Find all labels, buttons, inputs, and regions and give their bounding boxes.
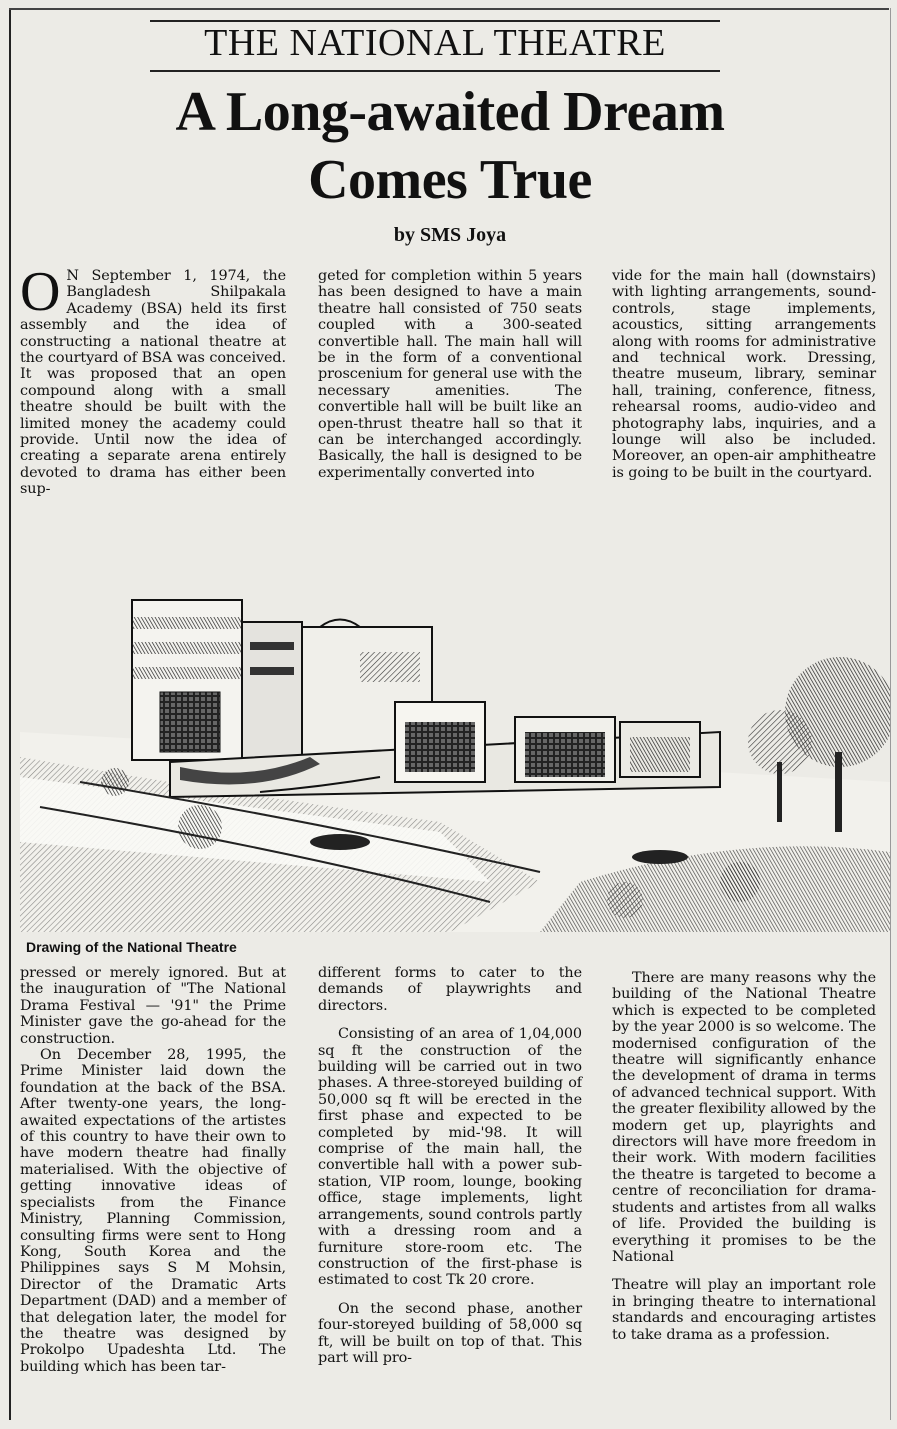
headline-line-1: A Long-awaited Dream bbox=[175, 81, 725, 143]
byline: by SMS Joya bbox=[393, 224, 507, 246]
bottom-column-3-paragraph-1: There are many reasons why the building of the National Theatre which is expected to be completed by the year 2000 is so welcome. The modernised configuration of the theatre will significantly enhance the development of drama in terms of advanced technical support. With the greater flexibility allowed by the modern get up, playrights and directors will have more freedom in their work. With modern facilities the theatre is targeted to become a centre of reconciliation for drama-students and artistes from all walks of life. Provided the building is everything it promises to be the National bbox=[612, 970, 876, 1265]
top-column-3-text: vide for the main hall (downstairs) with lighting arrangements, sound-controls, stage implements, acoustics, sitting arrangements along with rooms for administrative and technical work. Dressing, theatre museum, library, seminar hall, training, conference, fitness, rehearsal rooms, audio-video and photography labs, inquiries, and a lounge will also be included. Moreover, an open-air amphitheatre is going to be built in the courtyard. bbox=[612, 268, 876, 481]
bottom-column-2-paragraph-1: different forms to cater to the demands of playwrights and directors. bbox=[318, 965, 582, 1014]
kicker-rule-bottom bbox=[150, 70, 720, 72]
bottom-column-1-paragraph-1: pressed or merely ignored. But at the inauguration of "The National Drama Festival — '91" the Prime Minister gave the go-ahead for the construction. bbox=[20, 965, 286, 1047]
top-column-2 bbox=[318, 268, 582, 481]
top-column-2-text: geted for completion within 5 years has been designed to have a main theatre hall consisted of 750 seats coupled with a 300-seated convertible hall. The main hall will be in the form of a conventional proscenium for general use with the necessary amenities. The convertible hall will be built like an open-thrust theatre hall so that it can be interchanged accordingly. Basically, the hall is designed to be experimentally converted into bbox=[318, 268, 582, 481]
page-border-left bbox=[9, 8, 11, 1420]
national-theatre-drawing bbox=[20, 582, 890, 932]
bottom-column-3 bbox=[612, 970, 876, 1343]
page-border-top bbox=[9, 8, 889, 10]
headline bbox=[20, 78, 880, 214]
page-border-right bbox=[890, 8, 891, 1420]
headline-line-2: Comes True bbox=[308, 149, 592, 211]
bottom-column-2-paragraph-3: On the second phase, another four-storeyed building of 58,000 sq ft, will be built on top of that. This part will pro- bbox=[318, 1300, 582, 1366]
bottom-column-2-paragraph-2: Consisting of an area of 1,04,000 sq ft the construction of the building will be carried out in two phases. A three-storeyed building of 50,000 sq ft will be erected in the first phase and expected to be completed by mid-'98. It will comprise of the main hall, the convertible hall with a power sub-station, VIP room, lounge, booking office, stage implements, light arrangements, sound controls partly with a dressing room and a furniture store-room etc. The construction of the first-phase is estimated to cost Tk 20 crore. bbox=[318, 1026, 582, 1289]
bottom-column-1-paragraph-2: On December 28, 1995, the Prime Minister laid down the foundation at the back of the BSA. After twenty-one years, the long-awaited expectations of the artistes of this country to have their own to have modern theatre had finally materialised. With the objective of getting innovative ideas of specialists from the Finance Ministry, Planning Commission, consulting firms were sent to Hong Kong, South Korea and the Philippines says S M Mohsin, Director of the Dramatic Arts Department (DAD) and a member of that delegation later, the model for the theatre was designed by Prokolpo Upadeshta Ltd. The building which has been tar- bbox=[20, 1047, 286, 1375]
image-caption: Drawing of the National Theatre bbox=[26, 939, 237, 955]
section-kicker: THE NATIONAL THEATRE bbox=[204, 22, 666, 64]
drop-cap: O bbox=[20, 261, 61, 323]
bottom-column-1 bbox=[20, 965, 286, 1375]
bottom-column-2 bbox=[318, 965, 582, 1366]
top-column-1-text: N September 1, 1974, the Bangladesh Shilpakala Academy (BSA) held its first assembly and the idea of constructing a national theatre at the courtyard of BSA was conceived. It was proposed that an open compound along with a small theatre should be built with the limited money the academy could provide. Until now the idea of creating a separate arena entirely devoted to drama has either been sup- bbox=[20, 268, 286, 498]
top-column-3 bbox=[612, 268, 876, 481]
top-column-1 bbox=[20, 261, 286, 498]
bottom-column-3-paragraph-2: Theatre will play an important role in bringing theatre to international standards and encouraging artistes to take drama as a profession. bbox=[612, 1277, 876, 1343]
